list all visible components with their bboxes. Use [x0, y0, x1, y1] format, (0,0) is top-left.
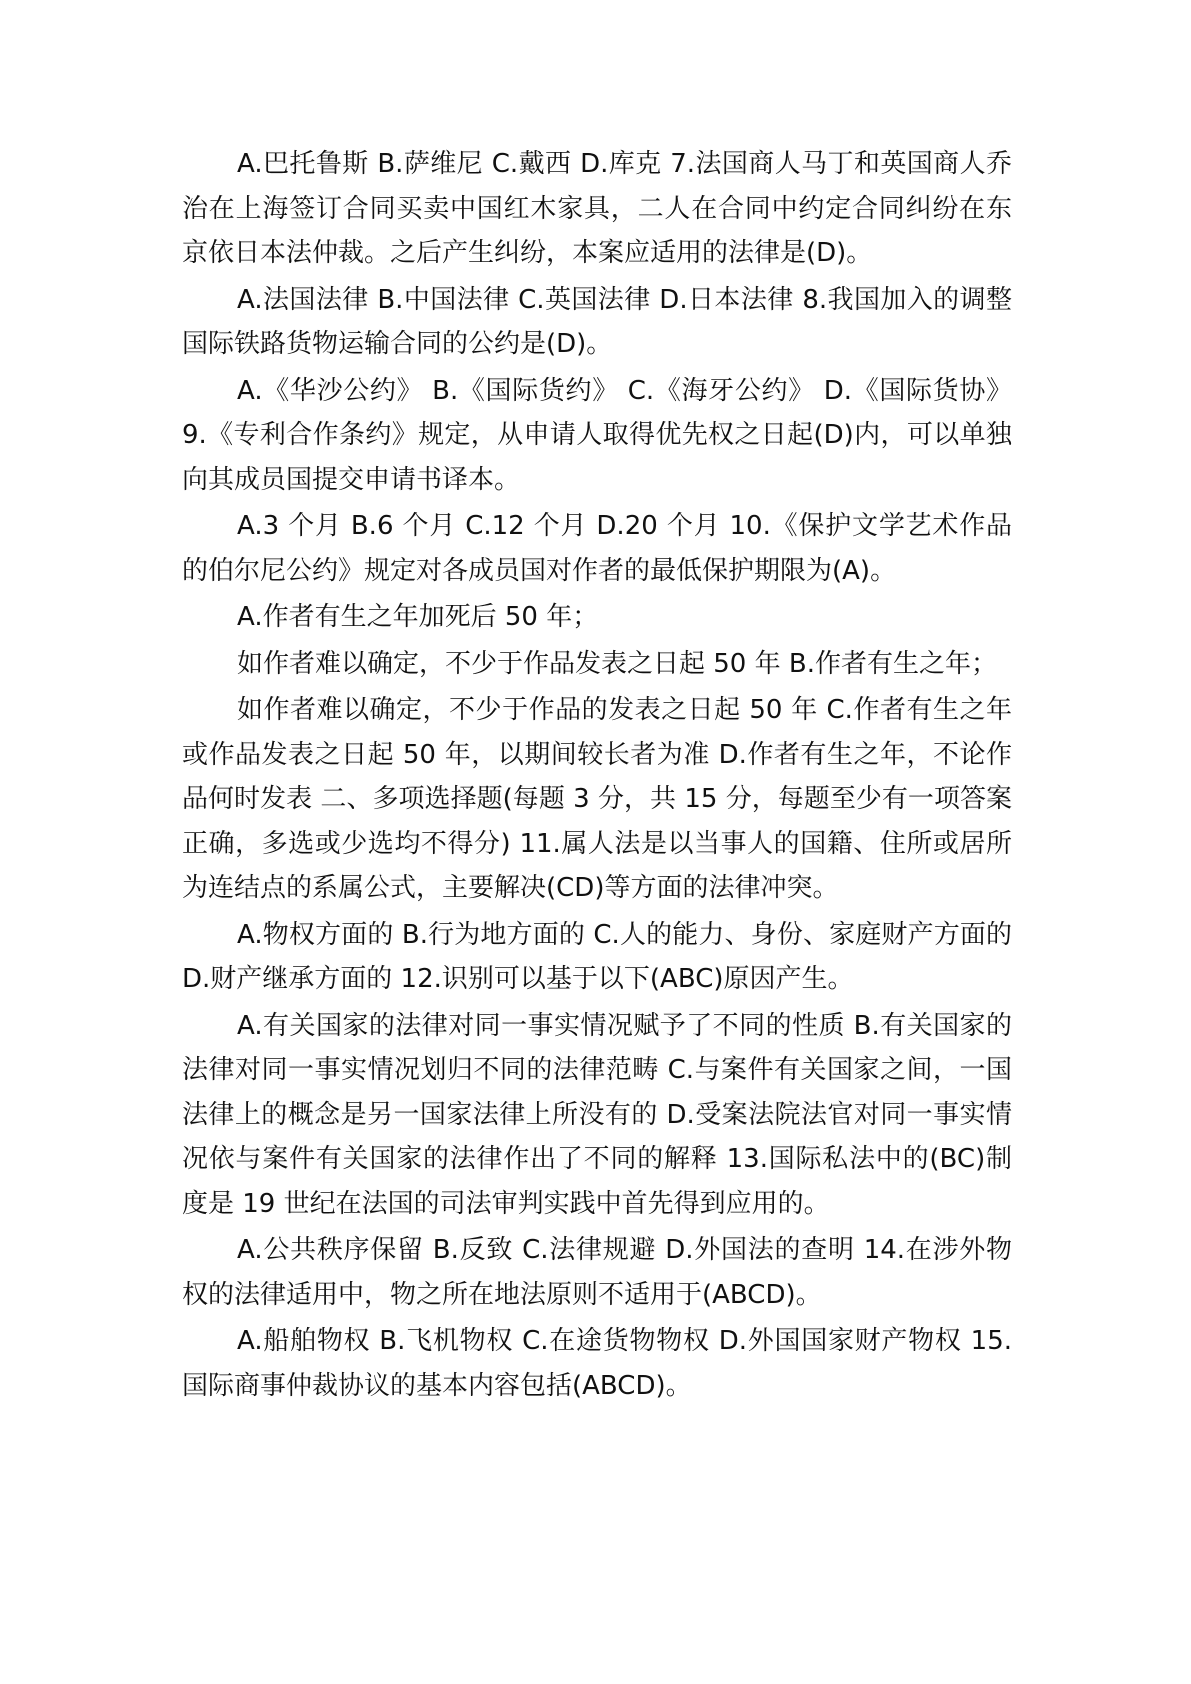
paragraph: A.法国法律 B.中国法律 C.英国法律 D.日本法律 8.我国加入的调整国际铁路货物运输合同的公约是(D)。 — [182, 284, 1012, 359]
paragraph: A.3 个月 B.6 个月 C.12 个月 D.20 个月 10.《保护文学艺术作品的伯尔尼公约》规定对各成员国对作者的最低保护期限为(A)。 — [182, 511, 1012, 586]
document-page — [182, 142, 1012, 1410]
paragraph: A.有关国家的法律对同一事实情况赋予了不同的性质 B.有关国家的法律对同一事实情况划归不同的法律范畴 C.与案件有关国家之间，一国法律上的概念是另一国家法律上所没有的 D.受案法院法官对同一事实情况依与案件有关国家的法律作出了不同的解释 13.国际私法中的(BC)制度是 19 世纪在法国的司法审判实践中首先得到应用的。 — [182, 1010, 1012, 1219]
paragraph: A.公共秩序保留 B.反致 C.法律规避 D.外国法的查明 14.在涉外物权的法律适用中，物之所在地法原则不适用于(ABCD)。 — [182, 1235, 1012, 1310]
paragraph: A.船舶物权 B.飞机物权 C.在途货物物权 D.外国国家财产物权 15.国际商事仲裁协议的基本内容包括(ABCD)。 — [182, 1326, 1012, 1401]
paragraph: A.物权方面的 B.行为地方面的 C.人的能力、身份、家庭财产方面的 D.财产继承方面的 12.识别可以基于以下(ABC)原因产生。 — [182, 919, 1012, 994]
paragraph: A.巴托鲁斯 B.萨维尼 C.戴西 D.库克 7.法国商人马丁和英国商人乔治在上海签订合同买卖中国红木家具，二人在合同中约定合同纠纷在东京依日本法仲裁。之后产生纠纷，本案应适用的法律是(D)。 — [182, 149, 1012, 268]
paragraph: A.作者有生之年加死后 50 年； — [237, 602, 599, 632]
paragraph: 如作者难以确定，不少于作品发表之日起 50 年 B.作者有生之年； — [237, 648, 997, 679]
paragraph: 如作者难以确定，不少于作品的发表之日起 50 年 C.作者有生之年或作品发表之日起 50 年，以期间较长者为准 D.作者有生之年，不论作品何时发表 二、多项选择题(每题 3 分，共 15 分，每题至少有一项答案正确，多选或少选均不得分) 11.属人法是以当事人的国籍、住所或居所为连结点的系属公式，主要解决(CD)等方面的法律冲突。 — [182, 695, 1012, 903]
paragraph: A.《华沙公约》 B.《国际货约》 C.《海牙公约》 D.《国际货协》 9.《专利合作条约》规定，从申请人取得优先权之日起(D)内，可以单独向其成员国提交申请书译本。 — [182, 375, 1012, 495]
